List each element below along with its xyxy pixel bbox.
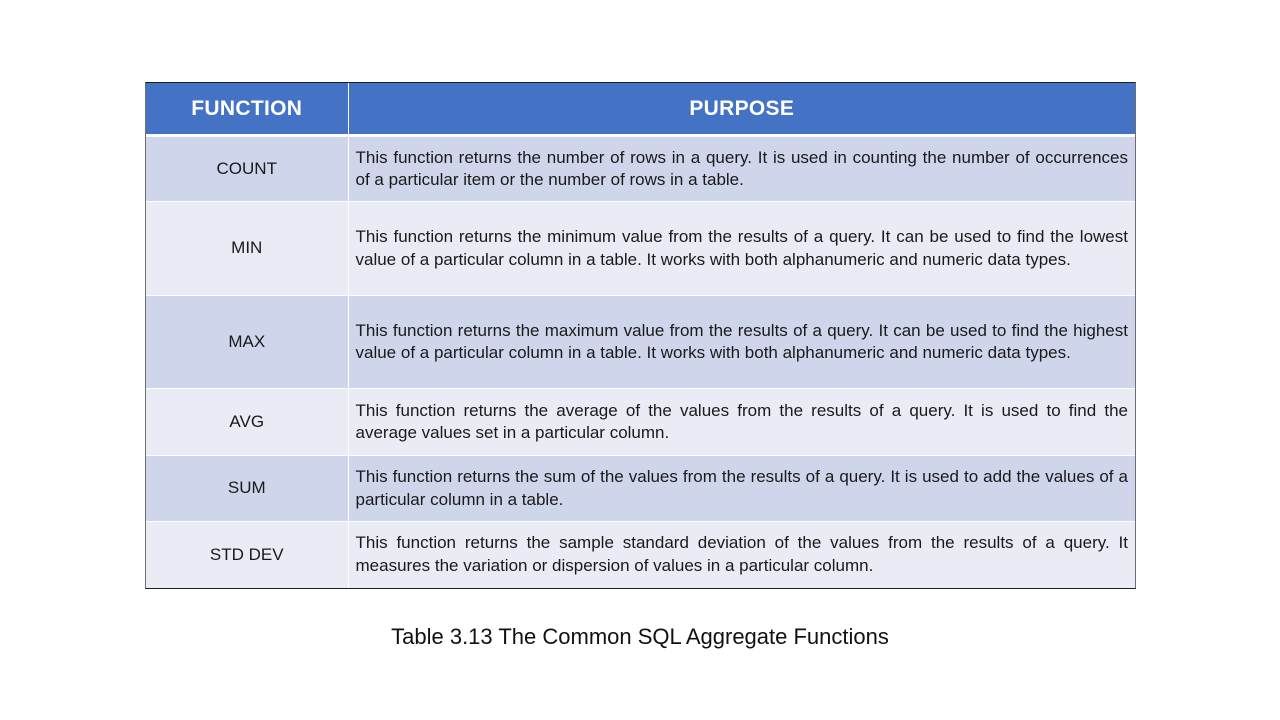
function-purpose: This function returns the number of rows in a query. It is used in counting the number of occurrences of a particular item or the number of rows in a table. [348,136,1135,202]
table-row [146,136,1135,202]
function-purpose: This function returns the average of the values from the results of a query. It is used to find the average values set in a particular column. [348,389,1135,456]
header-row [146,83,1135,136]
function-name: AVG [146,389,348,456]
table-body [146,136,1135,588]
table-row [146,456,1135,522]
header-purpose: PURPOSE [348,83,1135,136]
header-function: FUNCTION [146,83,348,136]
function-name: COUNT [146,136,348,202]
table-row [146,296,1135,389]
table-row [146,389,1135,456]
table-header [146,83,1135,136]
function-name: SUM [146,456,348,522]
function-purpose: This function returns the sample standard deviation of the values from the results of a query. It measures the variation or dispersion of values in a particular column. [348,522,1135,588]
function-purpose: This function returns the sum of the values from the results of a query. It is used to add the values of a particular column in a table. [348,456,1135,522]
function-name: STD DEV [146,522,348,588]
table-caption: Table 3.13 The Common SQL Aggregate Functions [391,624,889,649]
aggregate-functions-table [146,83,1135,588]
aggregate-functions-table-container [145,82,1136,589]
function-purpose: This function returns the maximum value from the results of a query. It can be used to find the highest value of a particular column in a table. It works with both alphanumeric and numeric data types. [348,296,1135,389]
function-name: MIN [146,202,348,296]
function-name: MAX [146,296,348,389]
table-row [146,522,1135,588]
table-row [146,202,1135,296]
function-purpose: This function returns the minimum value from the results of a query. It can be used to find the lowest value of a particular column in a table. It works with both alphanumeric and numeric data types. [348,202,1135,296]
